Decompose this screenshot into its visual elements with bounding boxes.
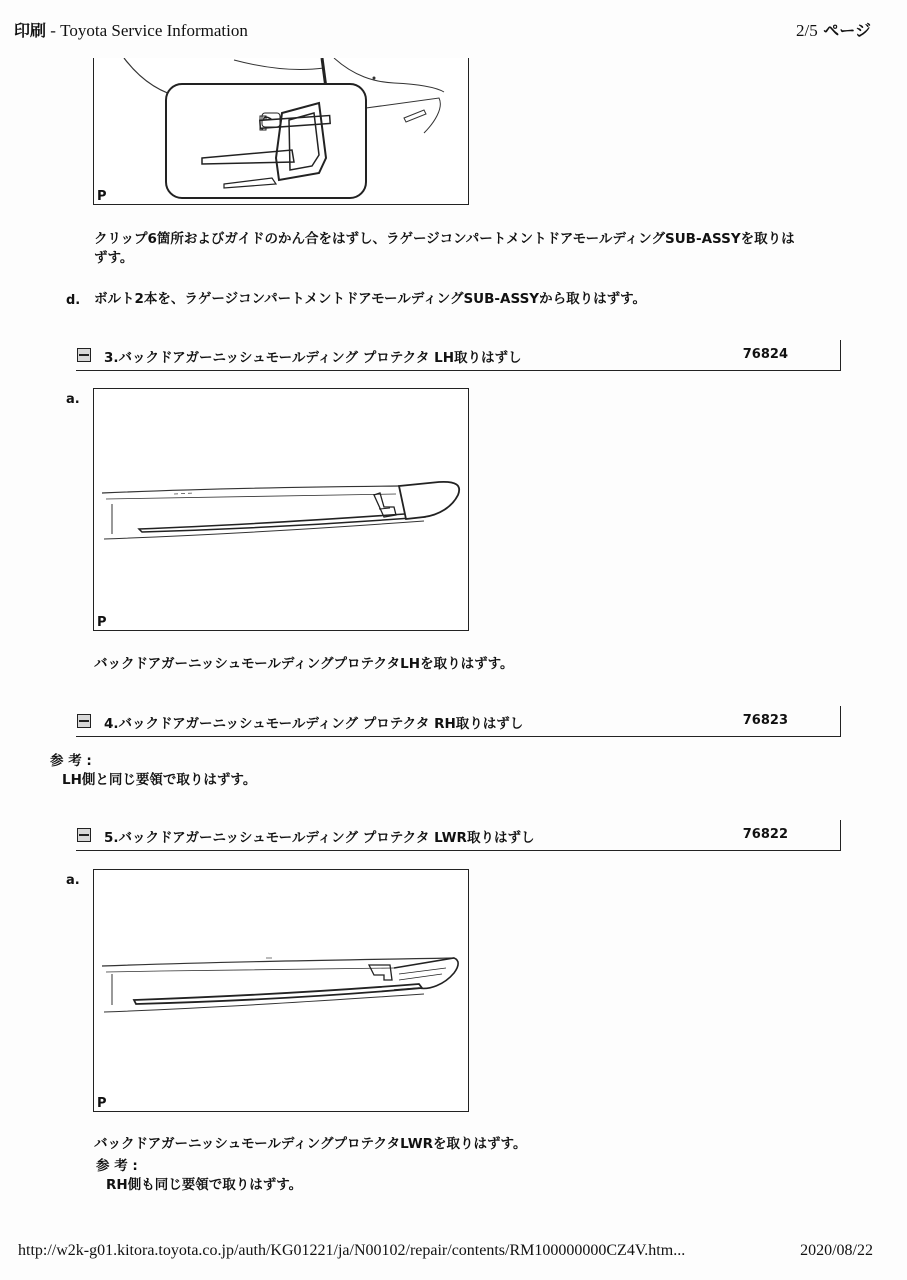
section-5-title: 5.バックドアガーニッシュモールディング プロテクタ LWR取りはずし <box>104 830 535 846</box>
section-4-collapse-icon[interactable] <box>77 714 91 728</box>
section-5-note-label: 参 考 : <box>96 1158 138 1174</box>
page-indicator <box>796 18 871 41</box>
step-c-text <box>94 230 854 268</box>
figure-protector-lwr <box>93 869 469 1112</box>
figure-label: P <box>97 615 107 630</box>
section-4-title: 4.バックドアガーニッシュモールディング プロテクタ RH取りはずし <box>104 716 524 732</box>
header-title: - Toyota Service Information <box>46 21 248 40</box>
section-3-instruction: バックドアガーニッシュモールディングプロテクタLHを取りはずす。 <box>94 656 514 672</box>
section-3-code: 76824 <box>742 347 788 362</box>
section-5-instruction: バックドアガーニッシュモールディングプロテクタLWRを取りはずす。 <box>94 1136 527 1152</box>
figure-label: P <box>97 189 107 204</box>
footer-date: 2020/08/22 <box>800 1242 873 1259</box>
section-5-header <box>76 820 841 851</box>
section-4-code: 76823 <box>742 713 788 728</box>
section-5-collapse-icon[interactable] <box>77 828 91 842</box>
section-5-note-text: RH側も同じ要領で取りはずす。 <box>106 1177 303 1193</box>
section-4-note-label: 参 考 : <box>50 753 92 769</box>
step-d-label: d. <box>66 293 81 308</box>
section-3-step-label: a. <box>66 392 80 407</box>
section-5-step-label: a. <box>66 873 80 888</box>
step-d-text: ボルト2本を、ラゲージコンパートメントドアモールディングSUB-ASSYから取りはずす。 <box>94 291 646 307</box>
section-4-note-text: LH側と同じ要領で取りはずす。 <box>62 772 257 788</box>
molding-clip-drawing <box>94 58 468 204</box>
footer-url: http://w2k-g01.kitora.toyota.co.jp/auth/KG01221/ja/N00102/repair/contents/RM100000000CZ4V.htm... <box>18 1242 686 1259</box>
section-3-header <box>76 340 841 371</box>
page-number: 2/5 <box>796 21 818 40</box>
protector-lwr-drawing <box>94 870 468 1111</box>
figure-molding-clip <box>93 58 469 205</box>
print-header <box>14 18 248 41</box>
section-3-collapse-icon[interactable] <box>77 348 91 362</box>
step-c-line1: クリップ6箇所およびガイドのかん合をはずし、ラゲージコンパートメントドアモールディングSUB-ASSYを取りは <box>94 231 795 247</box>
page-suffix: ページ <box>817 21 871 40</box>
section-4-header <box>76 706 841 737</box>
section-5-code: 76822 <box>742 827 788 842</box>
figure-label: P <box>97 1096 107 1111</box>
section-3-title: 3.バックドアガーニッシュモールディング プロテクタ LH取りはずし <box>104 350 522 366</box>
figure-protector-lh <box>93 388 469 631</box>
protector-lh-drawing <box>94 389 468 630</box>
step-c-line2: ずす。 <box>94 250 134 266</box>
print-label: 印刷 <box>14 21 47 40</box>
